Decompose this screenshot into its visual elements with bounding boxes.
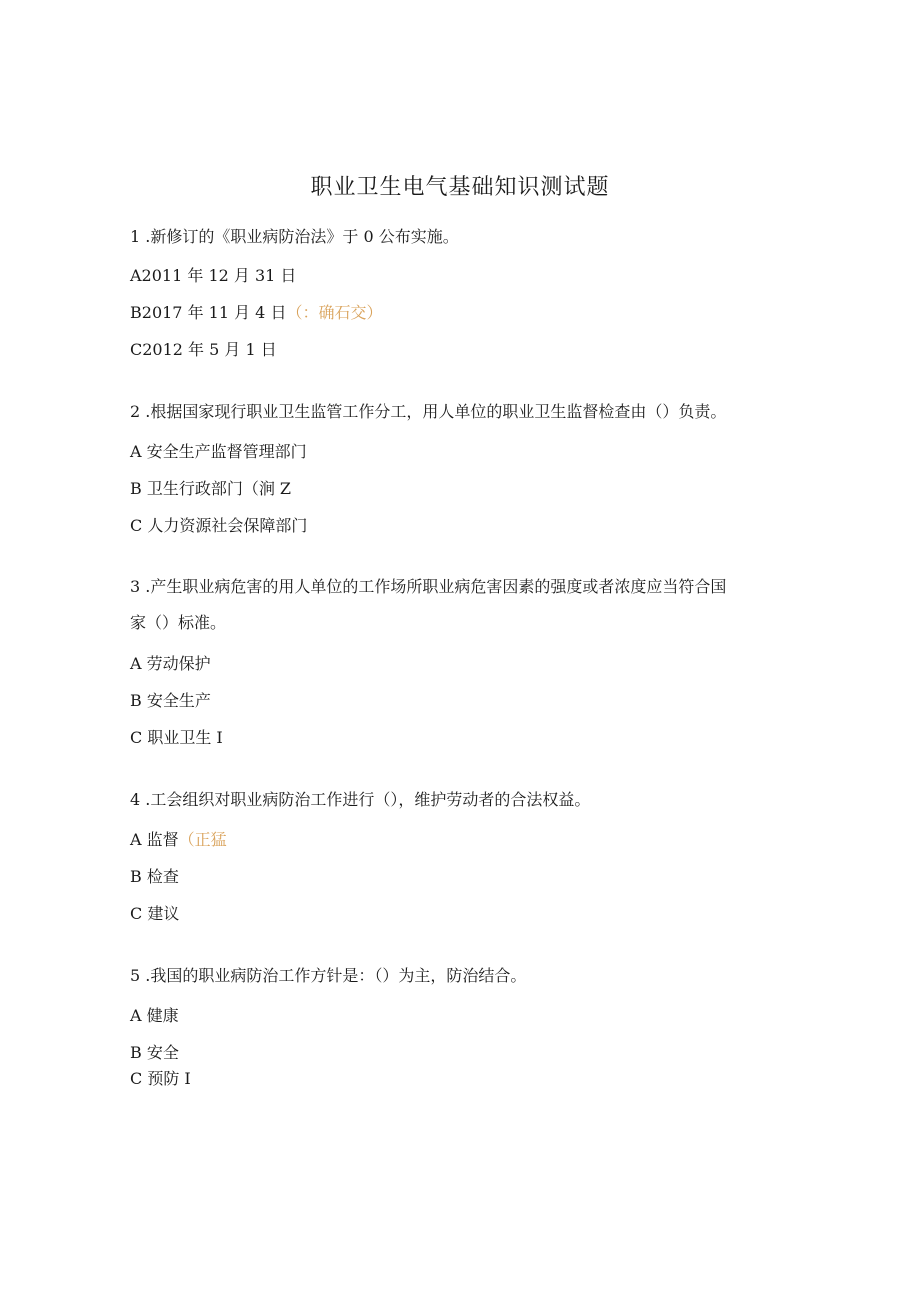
option-text: A 监督 [130,830,179,849]
option-text: C 建议 [130,904,180,923]
question-1-stem: 1 .新修订的《职业病防治法》于 0 公布实施。 [130,227,459,246]
question-5-option-b [130,1042,179,1064]
question-4-option-a [130,829,227,851]
question-3-option-b [130,690,211,712]
question-3-option-a [130,653,211,675]
question-5-option-c [130,1068,191,1090]
option-text: A 健康 [130,1006,179,1025]
option-text: C 人力资源社会保障部门 [130,516,308,535]
question-3-stem-line-2: 家（）标准。 [130,613,227,632]
question-4-stem: 4 .工会组织对职业病防治工作进行（），维护劳动者的合法权益。 [130,790,591,809]
question-4-option-b [130,866,179,888]
question-3-option-c [130,727,223,749]
question-3-stem-line-1: 3 .产生职业病危害的用人单位的工作场所职业病危害因素的强度或者浓度应当符合国 [130,577,727,596]
answer-mark: （正猛 [178,830,227,849]
option-text: A2011 年 12 月 31 日 [130,266,297,285]
option-text: A 安全生产监督管理部门 [130,442,307,461]
question-5-stem: 5 .我国的职业病防治工作方针是：（）为主，防治结合。 [130,966,527,985]
option-text: B 安全 [130,1043,179,1062]
question-2-option-a [130,441,307,463]
option-text: B 安全生产 [130,691,211,710]
option-text: B 检查 [130,867,179,886]
option-text: C2012 年 5 月 1 日 [130,340,277,359]
question-5-option-a [130,1005,179,1027]
question-1-option-c [130,339,277,361]
question-2-option-b [130,478,291,500]
question-4-option-c [130,903,179,925]
option-text: C 职业卫生 I [130,728,223,747]
question-2-option-c [130,515,307,537]
option-text: C 预防 I [130,1069,191,1088]
answer-mark: （：确石交） [286,303,383,322]
question-1-option-b [130,302,382,324]
option-text: B2017 年 11 月 4 日 [130,303,287,322]
option-text: B 卫生行政部门（涧 Z [130,479,292,498]
question-1-option-a [130,265,296,287]
question-2-stem: 2 .根据国家现行职业卫生监管工作分工，用人单位的职业卫生监督检查由（）负责。 [130,402,727,421]
option-text: A 劳动保护 [130,654,211,673]
document-title: 职业卫生电气基础知识测试题 [310,175,610,200]
